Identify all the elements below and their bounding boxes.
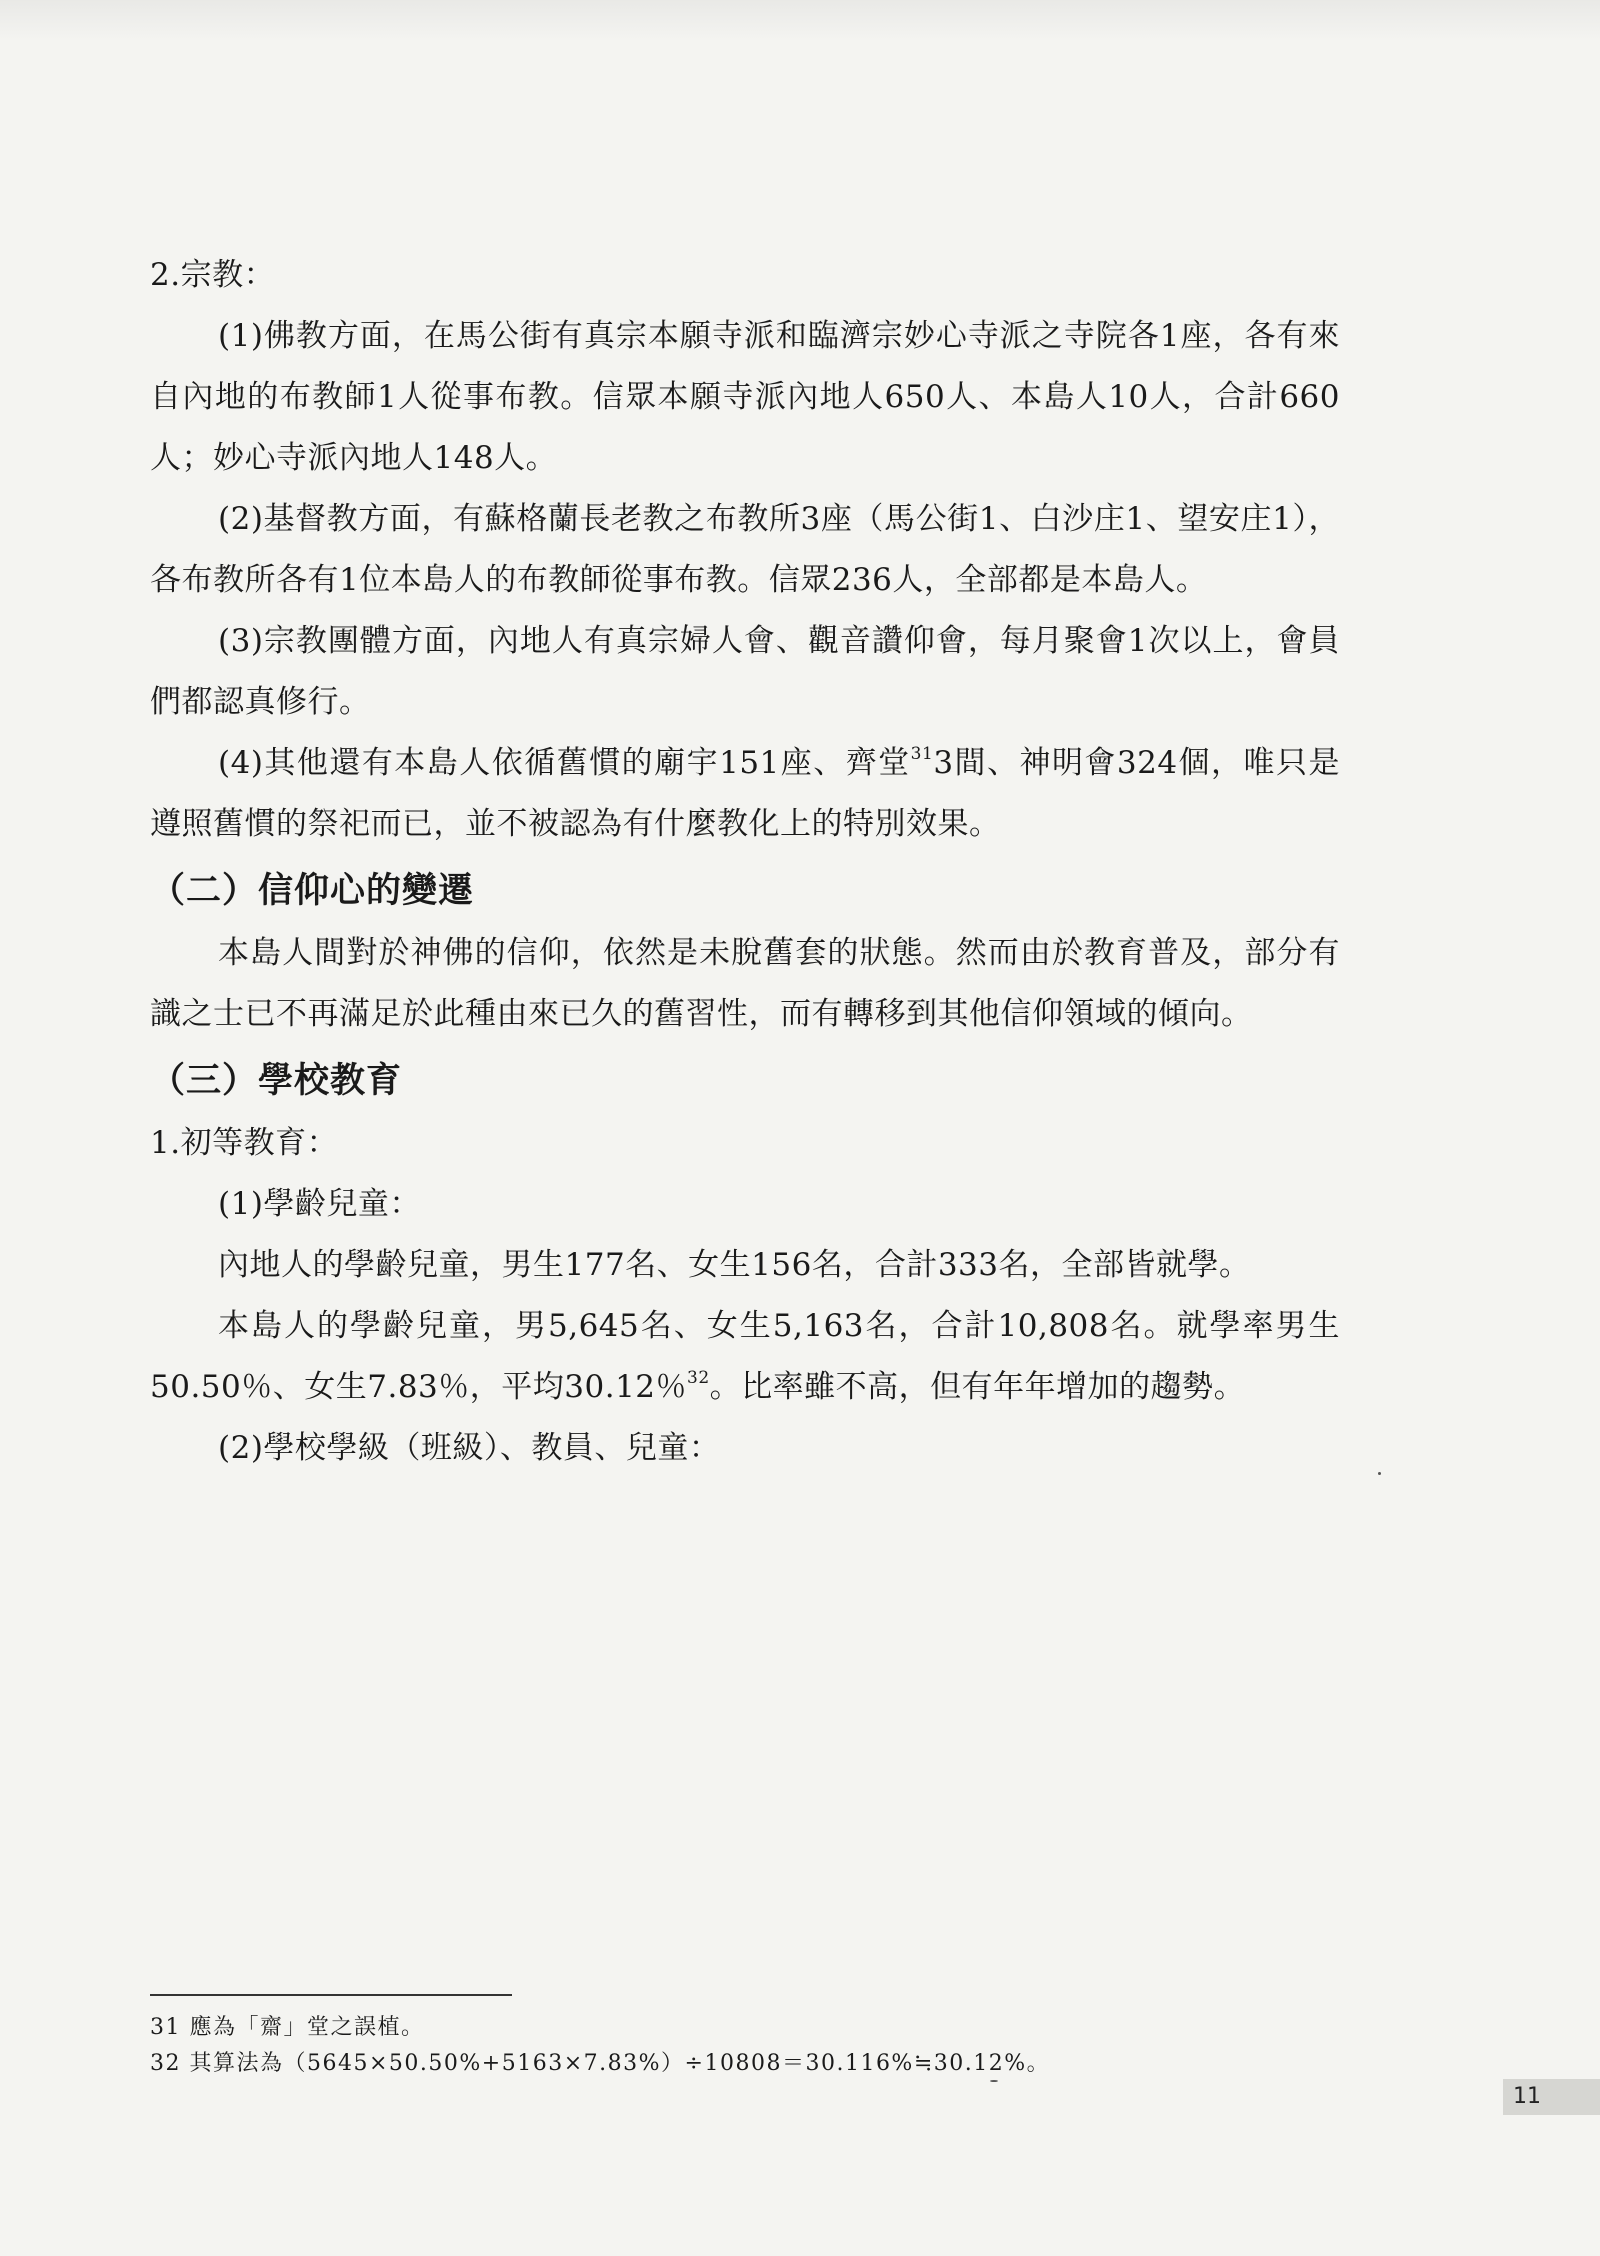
mainland-children-paragraph: 內地人的學齡兒童，男生177名、女生156名，合計333名，全部皆就學。 [218, 1247, 1251, 1283]
footnote-31: 31 應為「齋」堂之誤植。 [150, 2015, 425, 2040]
religion-item-4-text-a: (4)其他還有本島人依循舊慣的廟宇151座、齊堂 [218, 745, 911, 781]
religion-item-3: (3)宗教團體方面，內地人有真宗婦人會、觀音讚仰會，每月聚會1次以上，會員們都認真修行。 [150, 623, 1340, 720]
top-scan-edge [0, 0, 1600, 40]
religion-item-1: (1)佛教方面，在馬公街有真宗本願寺派和臨濟宗妙心寺派之寺院各1座，各有來自內地的布教師1人從事布教。信眾本願寺派內地人650人、本島人10人，合計660人；妙心寺派內地人148人。 [150, 318, 1340, 476]
section-heading-faith: （二）信仰心的變遷 [150, 871, 475, 911]
footnote-ref-31: 31 [910, 744, 934, 764]
page-number: 11 [1503, 2079, 1600, 2115]
footnotes [150, 2010, 1350, 2082]
footnote-rule [150, 1994, 512, 1996]
religion-item-4 [150, 733, 1340, 855]
section-heading-school: （三）學校教育 [150, 1061, 403, 1101]
scan-speck [990, 2080, 998, 2082]
school-classes-title: (2)學校學級（班級）、教員、兒童： [218, 1430, 721, 1466]
island-children-text-a: 本島人的學齡兒童，男5,645名、女生5,163名，合計10,808名。就學率男生50.50％、女生7.83％，平均30.12％ [150, 1308, 1340, 1405]
footnote-32: 32 其算法為（5645×50.50%+5163×7.83%）÷10808＝30.116%≒30.12%。 [150, 2051, 1051, 2076]
school-age-children-title: (1)學齡兒童： [218, 1186, 421, 1222]
religion-item-2: (2)基督教方面，有蘇格蘭長老教之布教所3座（馬公街1、白沙庄1、望安庄1），各布教所各有1位本島人的布教師從事布教。信眾236人，全部都是本島人。 [150, 501, 1340, 598]
island-children-text-b: 。比率雖不高，但有年年增加的趨勢。 [709, 1369, 1246, 1405]
religion-title: 2.宗教： [150, 257, 276, 293]
scan-speck [1378, 1472, 1381, 1475]
primary-education-title: 1.初等教育： [150, 1125, 339, 1161]
page-body [150, 245, 1340, 1479]
faith-paragraph: 本島人間對於神佛的信仰，依然是未脫舊套的狀態。然而由於教育普及，部分有識之士已不再滿足於此種由來已久的舊習性，而有轉移到其他信仰領域的傾向。 [150, 935, 1340, 1032]
island-children-paragraph [150, 1296, 1340, 1418]
religion-item-4-text-b: 3間、神明會324個，唯只是遵照舊慣的祭祀而已，並不被認為有什麼教化上的特別效果。 [150, 745, 1340, 842]
footnote-ref-32: 32 [687, 1368, 710, 1388]
